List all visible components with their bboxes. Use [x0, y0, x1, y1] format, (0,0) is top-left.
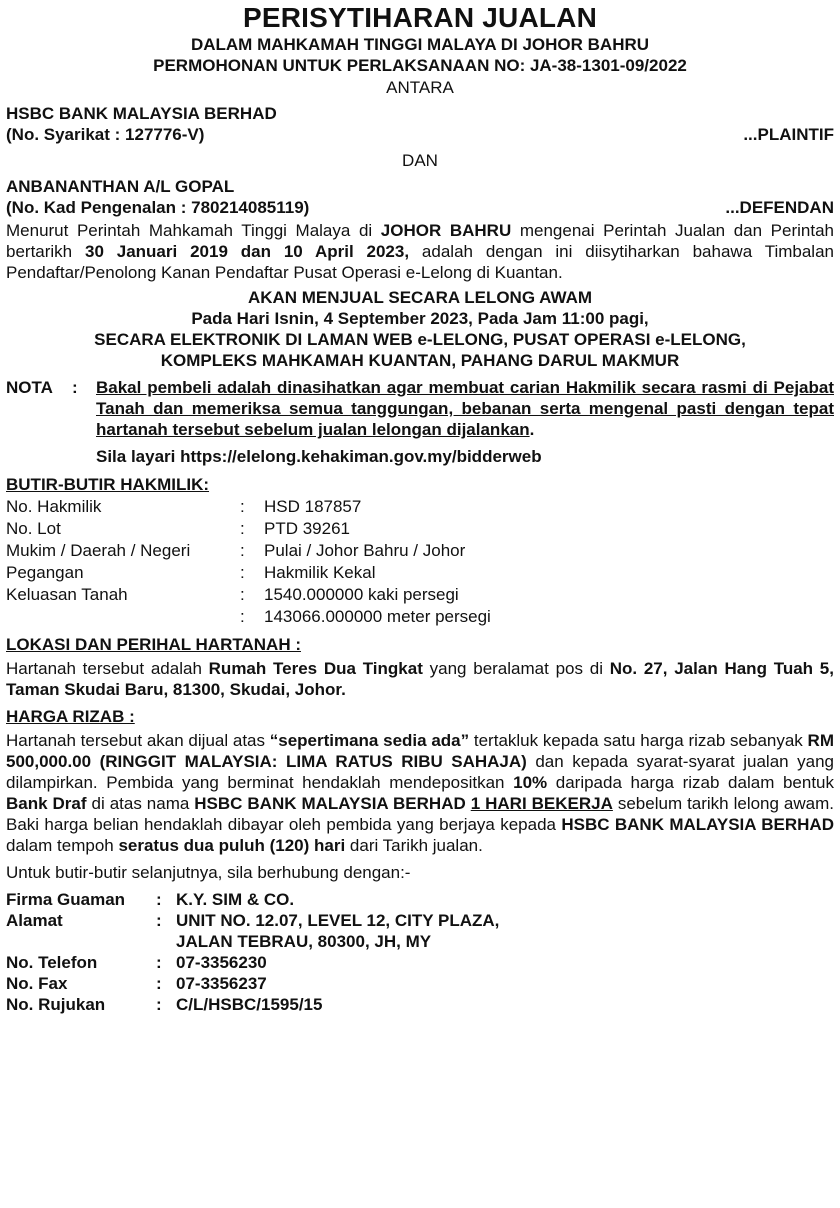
contact-row-key: Alamat [6, 911, 63, 930]
nota-block: NOTA : Bakal pembeli adalah dinasihatkan agar membuat carian Hakmilik secara rasmi di Pejabat Tanah dan memeriksa semua tanggungan, bebanan serta mengenal pasti dengan tepat hartanah tersebut sebelum jualan lelongan dijalankan. [6, 378, 834, 439]
auction-line-4: KOMPLEKS MAHKAMAH KUANTAN, PAHANG DARUL MAKMUR [160, 351, 680, 370]
contact-row-value: JALAN TEBRAU, 80300, JH, MY [176, 932, 432, 951]
defendant-role: ...DEFENDAN [725, 198, 834, 217]
title-detail-row-value: Pulai / Johor Bahru / Johor [264, 541, 466, 560]
title-detail-row [6, 540, 491, 562]
title-detail-row-value: 1540.000000 kaki persegi [264, 585, 459, 604]
contact-row [6, 973, 499, 994]
title-detail-row [6, 562, 491, 584]
contact-row-value: K.Y. SIM & CO. [176, 890, 295, 909]
contact-table [6, 889, 499, 1015]
title-detail-row-value: Hakmilik Kekal [264, 563, 376, 582]
title-detail-row-colon: : [240, 519, 245, 538]
reserve-price-heading: HARGA RIZAB : [6, 707, 135, 726]
defendant-id: (No. Kad Pengenalan : 780214085119) [6, 198, 310, 217]
title-detail-row [6, 496, 491, 518]
title-detail-row-colon: : [240, 563, 245, 582]
title-details-table [6, 496, 491, 628]
contact-row-key: No. Fax [6, 974, 68, 993]
title-detail-row-colon: : [240, 607, 245, 626]
application-number: PERMOHONAN UNTUK PERLAKSANAAN NO: JA-38-1301-09/2022 [153, 56, 687, 75]
plaintiff-name: HSBC BANK MALAYSIA BERHAD [6, 104, 277, 123]
title-detail-row-key [6, 606, 240, 628]
contact-row-colon: : [156, 995, 162, 1014]
contact-row [6, 889, 499, 910]
title-detail-row-colon: : [240, 585, 245, 604]
intro-paragraph: Menurut Perintah Mahkamah Tinggi Malaya di JOHOR BAHRU mengenai Perintah Jualan dan Perintah bertarikh 30 Januari 2019 dan 10 April 2023, adalah dengan ini diisytiharkan bahawa Timbalan Pendaftar/Penolong Kanan Pendaftar Pusat Operasi e-Lelong di Kuantan. [6, 221, 834, 282]
contact-row [6, 931, 499, 952]
plaintiff-id: (No. Syarikat : 127776-V) [6, 125, 205, 144]
website-link[interactable]: Sila layari https://elelong.kehakiman.gov.my/bidderweb [96, 447, 542, 466]
court-name: DALAM MAHKAMAH TINGGI MALAYA DI JOHOR BAHRU [190, 35, 650, 54]
defendant-name: ANBANANTHAN A/L GOPAL [6, 177, 235, 196]
defendant-block [6, 176, 834, 218]
contact-row-key: Firma Guaman [6, 890, 126, 909]
contact-row-value: UNIT NO. 12.07, LEVEL 12, CITY PLAZA, [176, 911, 500, 930]
title-detail-row-colon: : [240, 497, 245, 516]
title-details-heading: BUTIR-BUTIR HAKMILIK: [6, 475, 210, 494]
plaintiff-role: ...PLAINTIF [743, 125, 834, 144]
nota-text: Bakal pembeli adalah dinasihatkan agar membuat carian Hakmilik secara rasmi di Pejabat Tanah dan memeriksa semua tanggungan, bebanan serta mengenal pasti dengan tepat hartanah tersebut sebelum jualan lelongan dijalankan [96, 378, 834, 439]
auction-details [6, 287, 834, 371]
title-detail-row-key: Pegangan [6, 563, 84, 582]
plaintiff-block [6, 103, 834, 145]
title-detail-row-value: 143066.000000 meter persegi [264, 607, 491, 626]
sale-proclamation-notice [0, 2, 840, 1208]
contact-row-colon: : [156, 953, 162, 972]
contact-row-key: No. Rujukan [6, 995, 106, 1014]
title-detail-row [6, 584, 491, 606]
location-paragraph: Hartanah tersebut adalah Rumah Teres Dua Tingkat yang beralamat pos di No. 27, Jalan Hang Tuah 5, Taman Skudai Baru, 81300, Skudai, Johor. [6, 659, 834, 699]
contact-row-value: 07-3356230 [176, 953, 267, 972]
title-detail-row [6, 518, 491, 540]
contact-row [6, 910, 499, 931]
auction-line-2: Pada Hari Isnin, 4 September 2023, Pada Jam 11:00 pagi, [191, 309, 649, 328]
contact-row-colon: : [156, 890, 162, 909]
title-detail-row-key: Keluasan Tanah [6, 585, 128, 604]
contact-row-colon [156, 931, 176, 952]
and-label: DAN [402, 151, 438, 170]
contact-row-colon: : [156, 911, 162, 930]
reserve-price-paragraph: Hartanah tersebut akan dijual atas “sepertimana sedia ada” tertakluk kepada satu harga rizab sebanyak RM 500,000.00 (RINGGIT MALAYSIA: LIMA RATUS RIBU SAHAJA) dan kepada syarat-syarat jualan yang dilampirkan. Pembida yang berminat hendaklah mendepositkan 10% daripada harga rizab dalam bentuk Bank Draf di atas nama HSBC BANK MALAYSIA BERHAD 1 HARI BEKERJA sebelum tarikh lelong awam. Baki harga belian hendaklah dibayar oleh pembida yang berjaya kepada HSBC BANK MALAYSIA BERHAD dalam tempoh seratus dua puluh (120) hari dari Tarikh jualan. [6, 731, 834, 855]
title-detail-row-key: Mukim / Daerah / Negeri [6, 541, 191, 560]
nota-colon: : [72, 378, 78, 397]
contact-row [6, 952, 499, 973]
nota-label: NOTA [6, 378, 53, 397]
contact-row-value: C/L/HSBC/1595/15 [176, 995, 323, 1014]
contact-intro: Untuk butir-butir selanjutnya, sila berhubung dengan:- [6, 863, 411, 882]
contact-row [6, 994, 499, 1015]
title-detail-row-value: PTD 39261 [264, 519, 350, 538]
title-detail-row-value: HSD 187857 [264, 497, 362, 516]
location-heading: LOKASI DAN PERIHAL HARTANAH : [6, 635, 301, 654]
notice-title: PERISYTIHARAN JUALAN [242, 2, 598, 33]
title-detail-row [6, 606, 491, 628]
contact-row-value: 07-3356237 [176, 974, 267, 993]
title-detail-row-key: No. Lot [6, 519, 61, 538]
contact-row-key: No. Telefon [6, 953, 98, 972]
auction-line-1: AKAN MENJUAL SECARA LELONG AWAM [247, 288, 593, 307]
title-detail-row-colon: : [240, 541, 245, 560]
title-detail-row-key: No. Hakmilik [6, 497, 102, 516]
auction-line-3: SECARA ELEKTRONIK DI LAMAN WEB e-LELONG, PUSAT OPERASI e-LELONG, [94, 330, 746, 349]
between-label: ANTARA [386, 78, 454, 97]
contact-row-key [6, 931, 156, 952]
contact-row-colon: : [156, 974, 162, 993]
